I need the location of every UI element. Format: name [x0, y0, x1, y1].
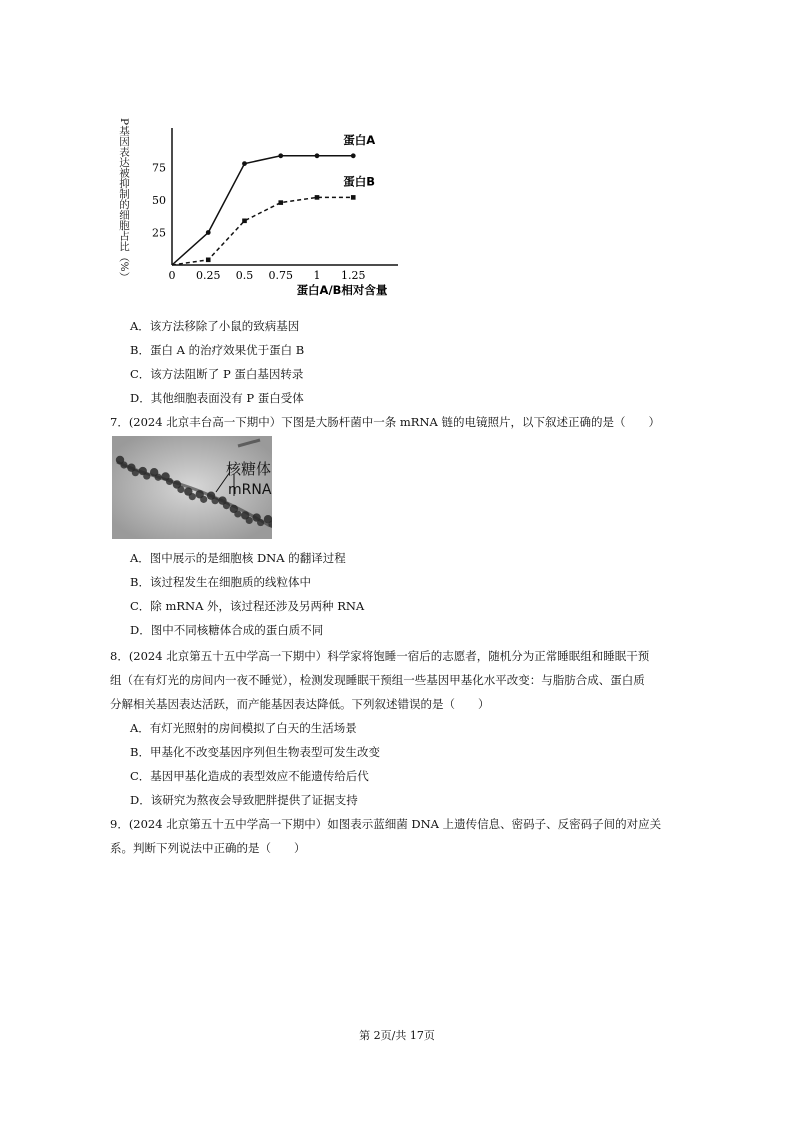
q6-option-b: B．蛋白 A 的治疗效果优于蛋白 B	[130, 343, 305, 357]
label-pointer-lines	[112, 436, 272, 539]
data-point	[206, 258, 211, 263]
series-label-b: 蛋白B	[343, 174, 376, 189]
x-axis-label: 蛋白A/B相对含量	[296, 283, 388, 297]
data-point	[315, 153, 320, 158]
q7-stem: 7．(2024 北京丰台高一下期中）下图是大肠杆菌中一条 mRNA 链的电镜照片，以下叙述正确的是（ ）	[110, 415, 660, 429]
data-point	[278, 200, 283, 205]
x-tick-label: 0.75	[268, 269, 293, 282]
x-tick-label: 0	[168, 269, 176, 282]
series-label-a: 蛋白A	[343, 132, 376, 147]
q7-option-a: A．图中展示的是细胞核 DNA 的翻译过程	[130, 551, 346, 565]
q8-stem-line-1: 8．(2024 北京第五十五中学高一下期中）科学家将饱睡一宿后的志愿者，随机分为正常睡眠组和睡眠干预	[110, 649, 650, 663]
ribosome-label: 核糖体	[226, 460, 272, 478]
q8-option-c: C．基因甲基化造成的表型效应不能遗传给后代	[130, 769, 369, 783]
electron-micrograph	[112, 436, 272, 539]
x-tick-label: 1.25	[341, 269, 366, 282]
q8-stem-line-3: 分解相关基因表达活跃，而产能基因表达降低。下列叙述错误的是（ ）	[110, 697, 490, 711]
q8-option-d: D．该研究为熬夜会导致肥胖提供了证据支持	[130, 793, 358, 807]
q8-stem-line-2: 组（在有灯光的房间内一夜不睡觉），检测发现睡眠干预组一些基因甲基化水平改变：与脂肪合成、蛋白质	[110, 673, 645, 687]
line-chart	[140, 120, 410, 305]
q9-stem-line-2: 系。判断下列说法中正确的是（ ）	[110, 841, 306, 855]
q7-option-c: C．除 mRNA 外，该过程还涉及另两种 RNA	[130, 599, 365, 613]
q7-option-b: B．该过程发生在细胞质的线粒体中	[130, 575, 311, 589]
q7-option-d: D．图中不同核糖体合成的蛋白质不同	[130, 623, 324, 637]
chart-y-axis-label: P基因表达被抑制的细胞占比（%）	[118, 118, 130, 283]
q6-option-a: A．该方法移除了小鼠的致病基因	[130, 319, 300, 333]
data-point	[206, 230, 211, 235]
q8-option-a: A．有灯光照射的房间模拟了白天的生活场景	[130, 721, 357, 735]
q6-option-c: C．该方法阻断了 P 蛋白基因转录	[130, 367, 304, 381]
y-tick-label: 75	[152, 161, 166, 175]
y-tick-label: 25	[152, 226, 166, 240]
page-number: 第 2页/共 17页	[359, 1029, 435, 1042]
mrna-label: mRNA	[228, 482, 272, 498]
y-tick-label: 50	[152, 194, 166, 207]
series-line-b	[172, 197, 353, 265]
data-point	[242, 219, 247, 224]
data-point	[351, 195, 356, 200]
x-tick-label: 1	[313, 269, 321, 282]
data-point	[315, 195, 320, 200]
data-point	[242, 161, 247, 166]
data-point	[278, 153, 283, 158]
data-point	[351, 153, 356, 158]
q8-option-b: B．甲基化不改变基因序列但生物表型可发生改变	[130, 745, 380, 759]
series-line-a	[172, 156, 353, 265]
x-tick-label: 0.25	[196, 269, 221, 282]
q6-option-d: D．其他细胞表面没有 P 蛋白受体	[130, 391, 304, 405]
x-tick-label: 0.5	[235, 269, 254, 282]
q9-stem-line-1: 9．(2024 北京第五十五中学高一下期中）如图表示蓝细菌 DNA 上遗传信息、密码子、反密码子间的对应关	[110, 817, 662, 831]
